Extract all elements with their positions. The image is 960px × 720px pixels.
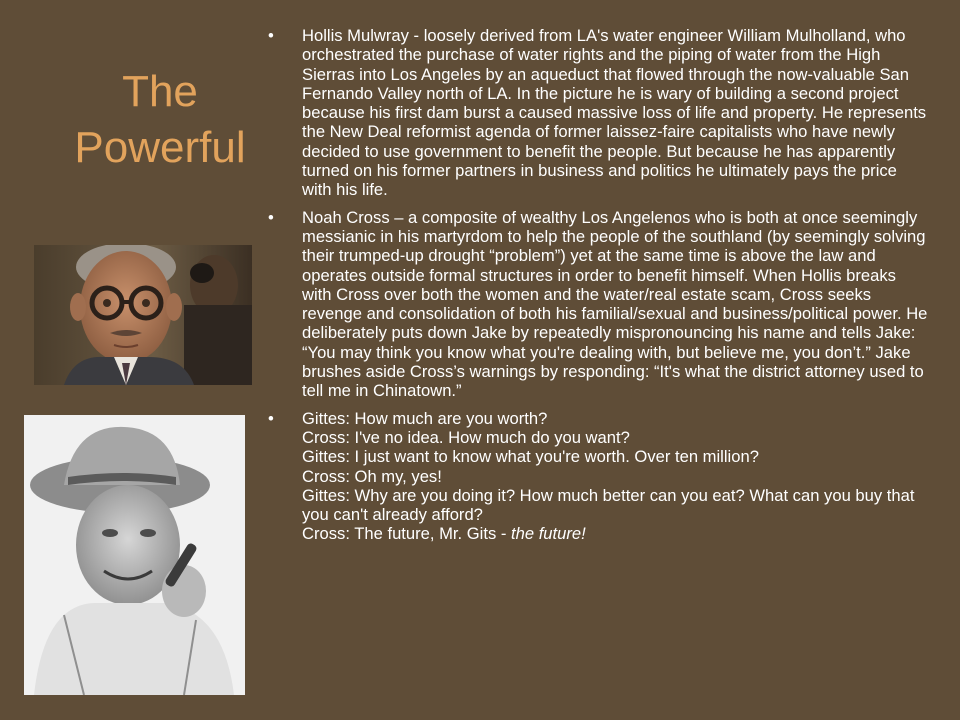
bullet-noah-cross [264,208,930,401]
dialogue-final-prefix: Cross: The future, Mr. Gits - [302,524,512,544]
dialogue-line: Cross: Oh my, yes! [302,466,442,486]
bullet-dot: • [268,26,274,45]
dialogue-line: Gittes: How much are you worth? [302,408,548,428]
hollis-mulwray-photo [34,245,252,385]
dialogue-final-italic: the future! [511,524,586,544]
bullet-dot: • [268,207,274,227]
bullet-text: Noah Cross – a composite of wealthy Los Angelenos who is both at once seemingly messianic in his martyrdom to help the people of the southland (by seemingly solving their trumped-up drought “problem”) yet at the same time is above the law and operates outside formal structures in order to benefit himself. When Hollis breaks with Cross over both the women and the water/real estate scam, Cross seeks revenge and consolidation of both his familial/sexual and business/political power. He deliberately puts down Jake by repeatedly mispronouncing his name and tells Jake: “You may think you know what you're dealing with, but believe me, you don’t.” Jake brushes aside Cross’s warnings by responding: “It's what the district attorney used to tell me in Chinatown.” [302,207,928,401]
bullet-dot: • [268,408,274,428]
dialogue-line-final [302,524,930,543]
title-line-2: Powerful [74,123,246,172]
bullet-list [264,26,930,552]
bullet-dialogue [264,409,930,544]
dialogue-line: Cross: I've no idea. How much do you want? [302,427,630,447]
dialogue-line: Gittes: I just want to know what you're worth. Over ten million? [302,447,759,467]
title-line-1: The [122,67,198,116]
bullet-text: Hollis Mulwray - loosely derived from LA's water engineer William Mulholland, who orchestrated the purchase of water rights and the piping of water from the High Sierras into Los Angeles by an aqueduct that flowed through the now-valuable San Fernando Valley north of LA. In the picture he is wary of building a second project because his first dam burst a caused massive loss of life and property. He represents the New Deal reformist agenda of former laissez-faire capitalists who have newly decided to use government to benefit the people. But because he has apparently turned on his former partners in business and politics he ultimately pays the price with his life. [302,26,927,200]
dialogue-line: Gittes: Why are you doing it? How much better can you eat? What can you buy that you can't already afford? [302,485,915,525]
slide-title [40,64,280,176]
bullet-hollis-mulwray [264,26,930,200]
noah-cross-photo [24,415,245,695]
